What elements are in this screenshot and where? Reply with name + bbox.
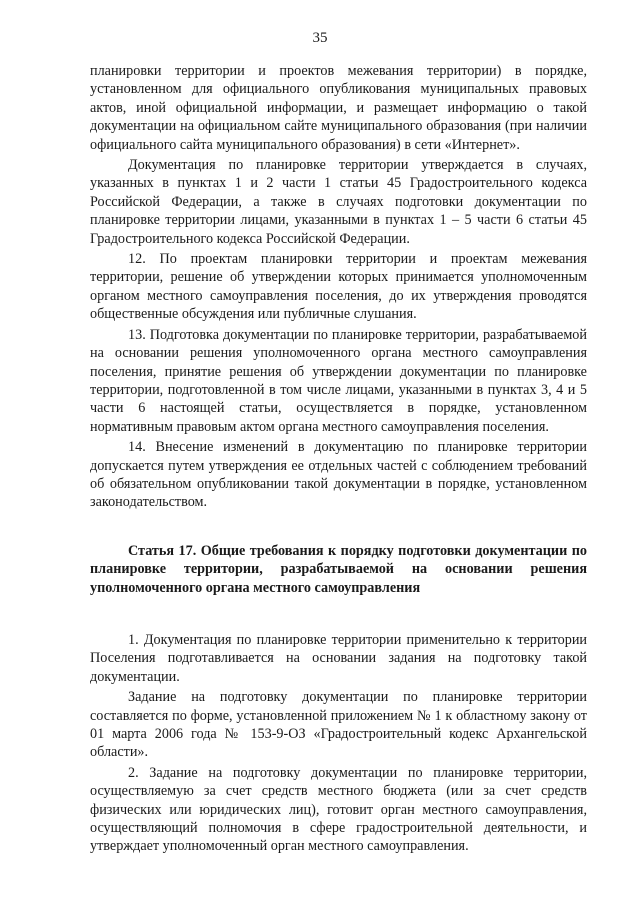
- paragraph-13-preparation: 13. Подготовка документации по планировке территории, разрабатываемой на основании решения уполномоченного органа местного самоуправления поселения, принятие решения об утверждении документации по планировке территории, подготовленной в том числе лицами, указанными в пунктах 3, 4 и 5 части 6 настоящей статьи, осуществляется в порядке, установленном нормативным правовым актом органа местного самоуправления поселения.: [90, 326, 587, 435]
- paragraph-17-2: 2. Задание на подготовку документации по планировке территории, осуществляемую за счет средств местного бюджета (или за счет средств физических или юридических лиц), готовит орган местного самоуправления, осуществляющий полномочия в сфере градостроительной деятельности, и утверждает уполномоченный орган местного самоуправления.: [90, 764, 587, 855]
- article-17-heading: Статья 17. Общие требования к порядку подготовки документации по планировке территории, разрабатываемой на основании решения уполномоченного органа местного самоуправления: [90, 542, 587, 596]
- paragraph-12-public-hearings: 12. По проектам планировки территории и проектам межевания территории, решение об утверждении которых принимается уполномоченным органом местного самоуправления поселения, до их утверждения проводятся общественные обсуждения или публичные слушания.: [90, 251, 587, 323]
- paragraph-17-task-form: Задание на подготовку документации по планировке территории составляется по форме, установленной приложением № 1 к областному закону от 01 марта 2006 года № 153-9-ОЗ «Градостроительный кодекс Архангельской области».: [90, 689, 587, 761]
- paragraph-approval-cases: Документация по планировке территории утверждается в случаях, указанных в пунктах 1 и 2 части 1 статьи 45 Градостроительного кодекса Российской Федерации, а также в случаях подготовки документации по планировке территории лицами, указанными в пунктах 1 – 5 части 6 статьи 45 Градостроительного кодекса Российской Федерации.: [90, 157, 587, 247]
- document-body: [90, 62, 587, 858]
- paragraph-continuation: планировки территории и проектов межевания территории) в порядке, установленном для официального опубликования муниципальных правовых актов, иной официальной информации, и размещает информацию о такой документации на официальном сайте муниципального образования (при наличии официального сайта муниципального образования) в сети «Интернет».: [90, 63, 587, 153]
- page-number: 35: [312, 30, 328, 46]
- paragraph-14-amendments: 14. Внесение изменений в документацию по планировке территории допускается путем утверждения ее отдельных частей с соблюдением требований об обязательном опубликовании такой документации в порядке, установленном законодательством.: [90, 439, 587, 511]
- paragraph-17-1: 1. Документация по планировке территории применительно к территории Поселения подготавливается на основании задания на подготовку такой документации.: [90, 631, 587, 685]
